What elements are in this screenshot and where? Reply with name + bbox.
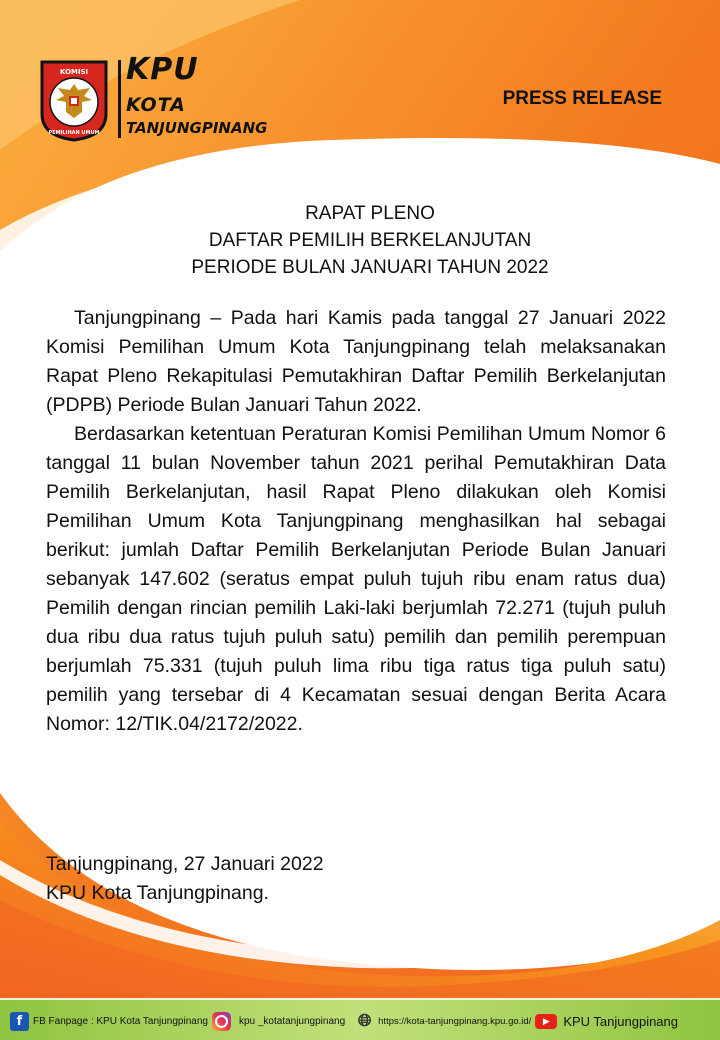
logo-divider [118, 60, 121, 138]
youtube-icon: ▶ [535, 1014, 557, 1029]
instagram-icon [212, 1012, 231, 1031]
footer-instagram-link[interactable] [212, 1012, 345, 1031]
signoff [46, 850, 324, 908]
press-release-label: PRESS RELEASE [502, 88, 662, 109]
title-line-2: DAFTAR PEMILIH BERKELANJUTAN [208, 230, 532, 251]
footer-website-text: https://kota-tanjungpinang.kpu.go.id/ [378, 1015, 532, 1027]
kpu-emblem-icon [38, 58, 110, 142]
emblem-text-top: KOMISI [59, 68, 89, 76]
title-line-1: RAPAT PLENO [305, 203, 435, 224]
footer-bar [0, 1005, 720, 1037]
footer-youtube-link[interactable] [535, 1014, 678, 1029]
paragraph-2: Berdasarkan ketentuan Peraturan Komisi Pemilihan Umum Nomor 6 tanggal 11 bulan November tahun 2021 perihal Pemutakhiran Data Pemilih Berkelanjutan, hasil Rapat Pleno dilakukan oleh Komisi Pemilihan Umum Kota Tanjungpinang menghasilkan hal sebagai berikut: jumlah Daftar Pemilih Berkelanjutan Periode Bulan Januari sebanyak 147.602 (seratus empat puluh tujuh ribu enam ratus dua) Pemilih dengan rincian pemilih Laki-laki berjumlah 72.271 (tujuh puluh dua ribu dua ratus tujuh puluh satu) pemilih dan pemilih perempuan berjumlah 75.331 (tujuh puluh lima ribu tiga ratus tiga puluh satu) pemilih yang tersebar di 4 Kecamatan sesuai dengan Berita Acara Nomor: 12/TIK.04/2172/2022. [46, 423, 666, 735]
logo-kpu-text: KPU [126, 52, 199, 87]
kpu-logo [38, 52, 298, 146]
footer-youtube-text: KPU Tanjungpinang [563, 1013, 678, 1029]
footer-instagram-text: kpu _kotatanjungpinang [238, 1015, 346, 1027]
title-line-3: PERIODE BULAN JANUARI TAHUN 2022 [191, 257, 549, 278]
paragraph-1: Tanjungpinang – Pada hari Kamis pada tanggal 27 Januari 2022 Komisi Pemilihan Umum Kota Tanjungpinang telah melaksanakan Rapat Pleno Rekapitulasi Pemutakhiran Daftar Pemilih Berkelanjutan (PDPB) Periode Bulan Januari Tahun 2022. [46, 307, 666, 416]
signoff-place-date: Tanjungpinang, 27 Januari 2022 [46, 853, 324, 875]
logo-kota-text: KOTA [126, 94, 186, 116]
document-title [0, 200, 720, 281]
logo-city-text: TANJUNGPINANG [126, 119, 268, 137]
signoff-org: KPU Kota Tanjungpinang. [46, 882, 269, 904]
facebook-icon: f [10, 1012, 29, 1031]
body-text [46, 304, 666, 739]
emblem-text-bottom: PEMILIHAN UMUM [48, 130, 100, 136]
footer-facebook-link[interactable] [10, 1012, 208, 1031]
footer-website-link[interactable] [355, 1012, 531, 1031]
globe-icon: 🌐︎ [357, 1011, 372, 1030]
footer-facebook-text: FB Fanpage : KPU Kota Tanjungpinang [33, 1015, 208, 1027]
